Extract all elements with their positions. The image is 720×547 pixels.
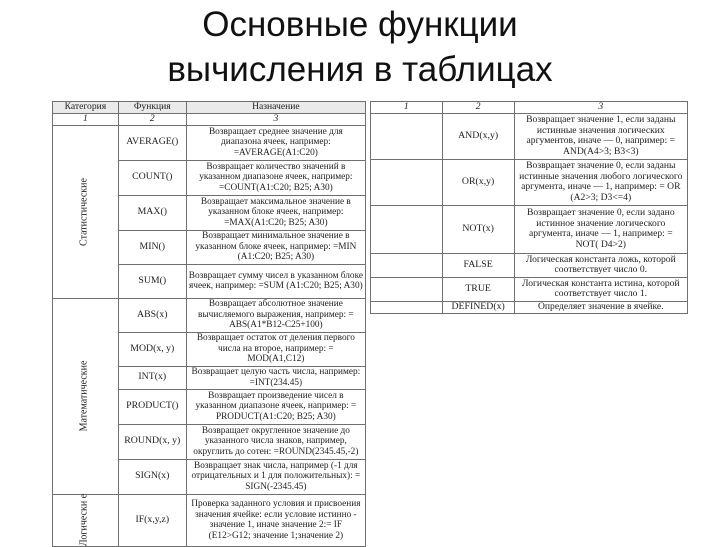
description-cell: Возвращает значение 1, если заданы истинные значения логических аргументов, иначе — 0, например: = AND(A4>3; B3<3) [514,113,687,159]
functions-table-left [52,101,366,547]
function-cell: PRODUCT() [118,389,186,424]
index-cell: 1 [53,114,119,126]
function-cell: TRUE [442,277,514,301]
index-cell: 2 [118,114,186,126]
header-function: Функция [118,102,186,114]
description-cell: Логическая константа истина, которой соответствует число 1. [514,277,687,301]
function-cell: INT(x) [118,366,186,389]
function-cell: SIGN(x) [118,459,186,494]
category-cell-mathematical [53,298,119,494]
index-row [53,114,366,126]
function-cell: OR(x,y) [442,159,514,205]
table-row [371,113,688,159]
description-cell: Возвращает целую часть числа, например: =INT(234.45) [186,366,365,389]
category-cell-statistical [53,125,119,298]
function-cell: NOT(x) [442,205,514,253]
description-cell: Возвращает остаток от деления первого числа на второе, например: = MOD(A1,C12) [186,332,365,366]
table-row [371,253,688,277]
description-cell: Возвращает максимальное значение в указанном блоке ячеек, например: =MAX(A1:C20; B25; A30) [186,195,365,230]
blank-cell [371,301,443,313]
table-row [371,159,688,205]
category-label: Математические [79,360,91,432]
title-line-1: Основные функции [202,5,518,44]
index-row [371,102,688,114]
function-cell: IF(x,y,z) [118,494,186,546]
function-cell: AVERAGE() [118,125,186,160]
function-cell: SUM() [118,264,186,298]
description-cell: Возвращает значение 0, если заданы истинные значения любого логического аргумента, иначе — 1, например: = OR (A2>3; D3<=4) [514,159,687,205]
function-cell: COUNT() [118,160,186,195]
blank-cell [371,113,443,159]
function-cell: AND(x,y) [442,113,514,159]
description-cell: Логическая константа ложь, которой соответствует число 0. [514,253,687,277]
function-cell: MIN() [118,230,186,264]
description-cell: Возвращает количество значений в указанном диапазоне ячеек, например: =COUNT(A1:C20; B25; A30) [186,160,365,195]
description-cell: Возвращает абсолютное значение вычисляемого выражения, например: = ABS(A1*B12-C25+100) [186,298,365,332]
function-cell: MAX() [118,195,186,230]
table-row [371,205,688,253]
table-row [53,125,366,160]
header-row [53,102,366,114]
index-cell: 1 [371,102,443,114]
description-cell: Возвращает произведение чисел в указанном диапазоне ячеек, например: = PRODUCT(A1:C20; B25; A30) [186,389,365,424]
category-cell-logical [53,494,119,546]
blank-cell [371,277,443,301]
description-cell: Возвращает среднее значение для диапазона ячеек, например: =AVERAGE(A1:C20) [186,125,365,160]
description-cell: Возвращает значение 0, если задано истинное значение логического аргумента, иначе — 1, например: = NOT( D4>2) [514,205,687,253]
function-cell: ROUND(x, y) [118,424,186,459]
description-cell: Возвращает сумму чисел в указанном блоке ячеек, например: =SUM (A1:C20; B25; A30) [186,264,365,298]
header-category: Категория [53,102,119,114]
description-cell: Проверка заданного условия и присвоения значения ячейке: если условие истинно - значение 1, иначе значение 2:= IF (E12>G12; значение 1;значение 2) [186,494,365,546]
function-cell: DEFINED(x) [442,301,514,313]
table-row [53,298,366,332]
functions-table-right [370,101,688,314]
table-row [371,277,688,301]
index-cell: 3 [514,102,687,114]
category-label: Статистические [79,177,91,246]
page-title [0,2,720,92]
blank-cell [371,253,443,277]
blank-cell [371,205,443,253]
header-purpose: Назначение [186,102,365,114]
description-cell: Возвращает округленное значение до указанного числа знаков, например, округлить до сотен: =ROUND(2345.45,-2) [186,424,365,459]
function-cell: FALSE [442,253,514,277]
category-label: Логически е [79,493,91,547]
table-row [371,301,688,313]
description-cell: Возвращает знак числа, например (-1 для отрицательных и 1 для положительных): = SIGN(-2345.45) [186,459,365,494]
title-line-2: вычисления в таблицах [167,50,553,89]
table-row [53,494,366,546]
index-cell: 2 [442,102,514,114]
blank-cell [371,159,443,205]
description-cell: Возвращает минимальное значение в указанном блоке ячеек, например: =MIN (A1:C20; B25; A30) [186,230,365,264]
index-cell: 3 [186,114,365,126]
function-cell: MOD(x, y) [118,332,186,366]
function-cell: ABS(x) [118,298,186,332]
description-cell: Определяет значение в ячейке. [514,301,687,313]
